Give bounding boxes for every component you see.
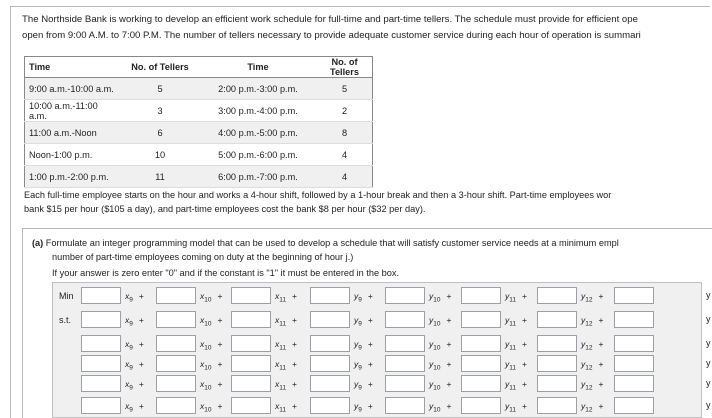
coefficient-input[interactable] <box>231 397 271 414</box>
tellers-cell: 4 <box>317 166 373 188</box>
variable-subscript: 10 <box>433 320 441 328</box>
entry-note: If your answer is zero enter "0" and if the constant is "1" it must be entered in the box. <box>52 268 400 278</box>
plus-sign: + <box>598 379 604 389</box>
intro-line-2: open from 9:00 A.M. to 7:00 P.M. The number of tellers necessary to provide adequate customer service during each hour of operation is summari <box>22 30 641 41</box>
variable-name: x <box>125 359 130 369</box>
variable-name: y <box>581 379 586 389</box>
coefficient-input[interactable] <box>614 287 654 304</box>
variable-name: y <box>429 359 434 369</box>
variable-name: y <box>505 291 510 301</box>
tellers-cell: 5 <box>121 78 199 100</box>
variable-name: y <box>354 401 359 411</box>
coefficient-input[interactable] <box>231 287 271 304</box>
variable-label <box>581 315 603 328</box>
variable-subscript: 11 <box>509 384 516 392</box>
variable-label <box>505 359 527 372</box>
coefficient-input[interactable] <box>156 335 196 352</box>
time-cell: 6:00 p.m.-7:00 p.m. <box>199 166 317 188</box>
tellers-cell: 11 <box>121 166 199 188</box>
variable-subscript: 11 <box>509 406 516 414</box>
coefficient-input[interactable] <box>461 287 501 304</box>
variable-name: y <box>429 291 434 301</box>
table-row <box>25 166 373 188</box>
coefficient-input[interactable] <box>156 375 196 392</box>
variable-label <box>581 359 603 372</box>
header-tellers-1: No. of Tellers <box>121 57 199 78</box>
variable-label <box>125 379 144 392</box>
variable-subscript: 11 <box>509 320 516 328</box>
constraint-row <box>53 397 711 417</box>
variable-label <box>429 339 451 352</box>
coefficient-input[interactable] <box>537 355 577 372</box>
variable-subscript: 9 <box>358 296 362 304</box>
variable-name: x <box>200 315 205 325</box>
coefficient-input[interactable] <box>81 355 121 372</box>
variable-subscript: 10 <box>204 384 212 392</box>
plus-sign: + <box>522 339 527 349</box>
variable-subscript: 12 <box>585 364 593 372</box>
plus-sign: + <box>292 359 297 369</box>
variable-label <box>125 401 144 414</box>
plus-sign: + <box>217 401 223 411</box>
plus-sign: + <box>598 359 604 369</box>
variable-subscript: 9 <box>358 344 362 352</box>
row-trailing-mark: y <box>706 290 711 300</box>
variable-label <box>275 401 297 414</box>
variable-subscript: 10 <box>204 364 212 372</box>
variable-subscript: 12 <box>585 384 593 392</box>
variable-name: y <box>581 339 586 349</box>
variable-label <box>275 291 297 304</box>
variable-subscript: 10 <box>204 320 212 328</box>
plus-sign: + <box>598 339 604 349</box>
variable-label <box>354 359 373 372</box>
variable-label <box>125 291 144 304</box>
variable-label <box>354 401 373 414</box>
coefficient-input[interactable] <box>231 375 271 392</box>
coefficient-input[interactable] <box>385 311 425 328</box>
plus-sign: + <box>217 291 223 301</box>
variable-label <box>200 315 222 328</box>
time-cell: 1:00 p.m.-2:00 p.m. <box>25 166 122 188</box>
variable-name: y <box>505 379 510 389</box>
variable-label <box>200 401 222 414</box>
variable-subscript: 11 <box>509 296 516 304</box>
variable-subscript: 10 <box>433 406 441 414</box>
shift-description <box>24 188 704 216</box>
coefficient-input[interactable] <box>614 335 654 352</box>
table-header-row <box>25 57 373 78</box>
variable-subscript: 10 <box>433 364 441 372</box>
plus-sign: + <box>138 291 144 301</box>
time-cell: 5:00 p.m.-6:00 p.m. <box>199 144 317 166</box>
time-cell: 11:00 a.m.-Noon <box>25 122 122 144</box>
variable-name: x <box>200 379 205 389</box>
variable-name: x <box>275 379 280 389</box>
time-cell: 4:00 p.m.-5:00 p.m. <box>199 122 317 144</box>
variable-name: y <box>354 379 359 389</box>
plus-sign: + <box>138 359 144 369</box>
coefficient-input[interactable] <box>537 397 577 414</box>
plus-sign: + <box>367 401 373 411</box>
variable-name: y <box>429 379 434 389</box>
variable-name: y <box>429 339 434 349</box>
plus-sign: + <box>217 379 223 389</box>
variable-subscript: 12 <box>585 406 593 414</box>
variable-subscript: 12 <box>585 344 593 352</box>
constraint-row <box>53 375 711 395</box>
plus-sign: + <box>522 379 527 389</box>
coefficient-input[interactable] <box>385 355 425 372</box>
coefficient-input[interactable] <box>614 355 654 372</box>
plus-sign: + <box>367 339 373 349</box>
plus-sign: + <box>217 359 223 369</box>
coefficient-input[interactable] <box>461 397 501 414</box>
coefficient-input[interactable] <box>231 335 271 352</box>
coefficient-input[interactable] <box>614 311 654 328</box>
variable-name: x <box>125 379 130 389</box>
variable-subscript: 9 <box>129 320 133 328</box>
variable-subscript: 11 <box>279 364 286 372</box>
table-row <box>25 78 373 100</box>
ip-model-panel <box>52 282 711 418</box>
variable-label <box>505 339 527 352</box>
coefficient-input[interactable] <box>81 311 121 328</box>
variable-subscript: 9 <box>358 406 362 414</box>
variable-label <box>429 401 451 414</box>
variable-subscript: 11 <box>279 320 286 328</box>
question-line-1: Formulate an integer programming model that can be used to develop a schedule that will satisfy customer service needs at a minimum empl <box>45 238 619 248</box>
variable-name: x <box>200 359 205 369</box>
variable-label <box>200 379 222 392</box>
header-time-1: Time <box>25 57 122 78</box>
variable-label <box>354 379 373 392</box>
plus-sign: + <box>522 401 527 411</box>
variable-subscript: 10 <box>433 384 441 392</box>
coefficient-input[interactable] <box>310 375 350 392</box>
coefficient-input[interactable] <box>156 311 196 328</box>
tellers-cell: 6 <box>121 122 199 144</box>
variable-subscript: 9 <box>358 320 362 328</box>
intro-line-1: The Northside Bank is working to develop an efficient work schedule for full-time and part-time tellers. The schedule must provide for efficient ope <box>22 14 638 25</box>
header-time-2: Time <box>199 57 317 78</box>
coefficient-input[interactable] <box>537 335 577 352</box>
constraint-row <box>53 335 711 355</box>
variable-subscript: 11 <box>279 296 286 304</box>
variable-label <box>125 339 144 352</box>
variable-name: x <box>275 359 280 369</box>
variable-label <box>354 291 373 304</box>
constraint-row <box>53 311 711 331</box>
description-line-1: Each full-time employee starts on the hour and works a 4-hour shift, followed by a 1-hour break and then a 3-hour shift. Part-time employees wor <box>24 190 612 200</box>
plus-sign: + <box>292 339 297 349</box>
row-trailing-mark: y <box>706 314 711 324</box>
question-line-2: number of part-time employees coming on duty at the beginning of hour j.) <box>52 252 354 262</box>
variable-subscript: 10 <box>204 296 212 304</box>
plus-sign: + <box>522 359 527 369</box>
teller-requirements-table <box>24 56 373 188</box>
variable-label <box>581 291 603 304</box>
variable-subscript: 11 <box>279 344 286 352</box>
coefficient-input[interactable] <box>385 375 425 392</box>
variable-label <box>429 291 451 304</box>
time-cell: 10:00 a.m.-11:00 a.m. <box>25 100 122 122</box>
question-label: (a) <box>32 238 44 248</box>
time-cell: 9:00 a.m.-10:00 a.m. <box>25 78 122 100</box>
variable-name: x <box>125 291 130 301</box>
plus-sign: + <box>138 339 144 349</box>
coefficient-input[interactable] <box>310 287 350 304</box>
variable-label <box>275 315 297 328</box>
variable-label <box>581 379 603 392</box>
coefficient-input[interactable] <box>461 355 501 372</box>
plus-sign: + <box>446 401 452 411</box>
variable-name: y <box>429 401 434 411</box>
variable-subscript: 11 <box>279 406 286 414</box>
coefficient-input[interactable] <box>461 375 501 392</box>
plus-sign: + <box>446 379 452 389</box>
variable-name: x <box>125 401 130 411</box>
variable-name: y <box>581 315 586 325</box>
tellers-cell: 3 <box>121 100 199 122</box>
time-cell: 2:00 p.m.-3:00 p.m. <box>199 78 317 100</box>
plus-sign: + <box>446 315 452 325</box>
plus-sign: + <box>292 315 297 325</box>
plus-sign: + <box>367 315 373 325</box>
coefficient-input[interactable] <box>156 355 196 372</box>
variable-subscript: 9 <box>129 384 133 392</box>
variable-label <box>200 291 222 304</box>
variable-name: y <box>581 359 586 369</box>
time-cell: 3:00 p.m.-4:00 p.m. <box>199 100 317 122</box>
table-row <box>25 144 373 166</box>
variable-name: x <box>125 315 130 325</box>
coefficient-input[interactable] <box>81 397 121 414</box>
coefficient-input[interactable] <box>461 311 501 328</box>
variable-label <box>505 379 527 392</box>
plus-sign: + <box>138 401 144 411</box>
min-label: Min <box>59 291 74 301</box>
plus-sign: + <box>598 315 604 325</box>
coefficient-input[interactable] <box>231 355 271 372</box>
plus-sign: + <box>217 315 223 325</box>
tellers-cell: 4 <box>317 144 373 166</box>
plus-sign: + <box>217 339 223 349</box>
variable-label <box>200 359 222 372</box>
variable-label <box>429 315 451 328</box>
variable-label <box>429 359 451 372</box>
variable-name: y <box>505 315 510 325</box>
variable-name: y <box>354 315 359 325</box>
variable-name: x <box>200 291 205 301</box>
plus-sign: + <box>292 379 297 389</box>
variable-name: y <box>505 339 510 349</box>
coefficient-input[interactable] <box>537 311 577 328</box>
coefficient-input[interactable] <box>614 375 654 392</box>
variable-subscript: 11 <box>509 364 516 372</box>
plus-sign: + <box>367 291 373 301</box>
variable-name: y <box>581 401 586 411</box>
variable-label <box>275 339 297 352</box>
question-text <box>32 236 702 264</box>
coefficient-input[interactable] <box>81 375 121 392</box>
constraint-row <box>53 355 711 375</box>
variable-label <box>125 315 144 328</box>
variable-label <box>275 379 297 392</box>
variable-name: y <box>505 359 510 369</box>
variable-label <box>581 401 603 414</box>
coefficient-input[interactable] <box>385 287 425 304</box>
variable-name: y <box>354 359 359 369</box>
row-trailing-mark: y <box>706 378 711 388</box>
row-trailing-mark: y <box>706 400 711 410</box>
coefficient-input[interactable] <box>537 375 577 392</box>
row-trailing-mark: y <box>706 358 711 368</box>
coefficient-input[interactable] <box>231 311 271 328</box>
variable-subscript: 9 <box>129 406 133 414</box>
table-row <box>25 100 373 122</box>
plus-sign: + <box>138 315 144 325</box>
coefficient-input[interactable] <box>310 355 350 372</box>
tellers-cell: 2 <box>317 100 373 122</box>
coefficient-input[interactable] <box>81 335 121 352</box>
variable-subscript: 9 <box>129 296 133 304</box>
variable-label <box>275 359 297 372</box>
tellers-cell: 10 <box>121 144 199 166</box>
variable-subscript: 10 <box>204 344 212 352</box>
variable-subscript: 10 <box>204 406 212 414</box>
tellers-cell: 8 <box>317 122 373 144</box>
variable-label <box>505 401 527 414</box>
header-tellers-2: No. of Tellers <box>317 57 373 78</box>
coefficient-input[interactable] <box>614 397 654 414</box>
row-trailing-mark: y <box>706 338 711 348</box>
variable-label <box>200 339 222 352</box>
variable-name: x <box>275 315 280 325</box>
description-line-2: bank $15 per hour ($105 a day), and part-time employees cost the bank $8 per hour ($32 per day). <box>24 204 426 214</box>
variable-name: y <box>581 291 586 301</box>
variable-subscript: 9 <box>358 384 362 392</box>
coefficient-input[interactable] <box>156 287 196 304</box>
variable-subscript: 9 <box>358 364 362 372</box>
tellers-cell: 5 <box>317 78 373 100</box>
coefficient-input[interactable] <box>385 397 425 414</box>
st-label: s.t. <box>59 315 72 325</box>
variable-label <box>429 379 451 392</box>
plus-sign: + <box>292 291 297 301</box>
coefficient-input[interactable] <box>310 335 350 352</box>
coefficient-input[interactable] <box>310 397 350 414</box>
variable-label <box>505 291 527 304</box>
variable-label <box>354 315 373 328</box>
coefficient-input[interactable] <box>156 397 196 414</box>
plus-sign: + <box>138 379 144 389</box>
variable-name: x <box>275 291 280 301</box>
plus-sign: + <box>598 401 604 411</box>
coefficient-input[interactable] <box>461 335 501 352</box>
variable-subscript: 10 <box>433 344 441 352</box>
plus-sign: + <box>598 291 604 301</box>
variable-label <box>354 339 373 352</box>
plus-sign: + <box>367 359 373 369</box>
variable-name: y <box>354 291 359 301</box>
intro-text <box>22 12 702 44</box>
variable-name: y <box>505 401 510 411</box>
objective-row <box>53 287 711 307</box>
coefficient-input[interactable] <box>310 311 350 328</box>
variable-subscript: 12 <box>585 320 593 328</box>
plus-sign: + <box>446 359 452 369</box>
plus-sign: + <box>367 379 373 389</box>
variable-subscript: 11 <box>509 344 516 352</box>
variable-name: y <box>429 315 434 325</box>
plus-sign: + <box>446 291 452 301</box>
plus-sign: + <box>292 401 297 411</box>
variable-subscript: 10 <box>433 296 441 304</box>
variable-name: x <box>275 339 280 349</box>
variable-subscript: 12 <box>585 296 593 304</box>
time-cell: Noon-1:00 p.m. <box>25 144 122 166</box>
variable-label <box>581 339 603 352</box>
variable-label <box>125 359 144 372</box>
coefficient-input[interactable] <box>537 287 577 304</box>
coefficient-input[interactable] <box>81 287 121 304</box>
variable-subscript: 11 <box>279 384 286 392</box>
plus-sign: + <box>446 339 452 349</box>
variable-name: y <box>354 339 359 349</box>
variable-subscript: 9 <box>129 364 133 372</box>
plus-sign: + <box>522 291 527 301</box>
variable-name: x <box>125 339 130 349</box>
variable-label <box>505 315 527 328</box>
table-row <box>25 122 373 144</box>
plus-sign: + <box>522 315 527 325</box>
variable-subscript: 9 <box>129 344 133 352</box>
variable-name: x <box>200 401 205 411</box>
coefficient-input[interactable] <box>385 335 425 352</box>
variable-name: x <box>200 339 205 349</box>
variable-name: x <box>275 401 280 411</box>
